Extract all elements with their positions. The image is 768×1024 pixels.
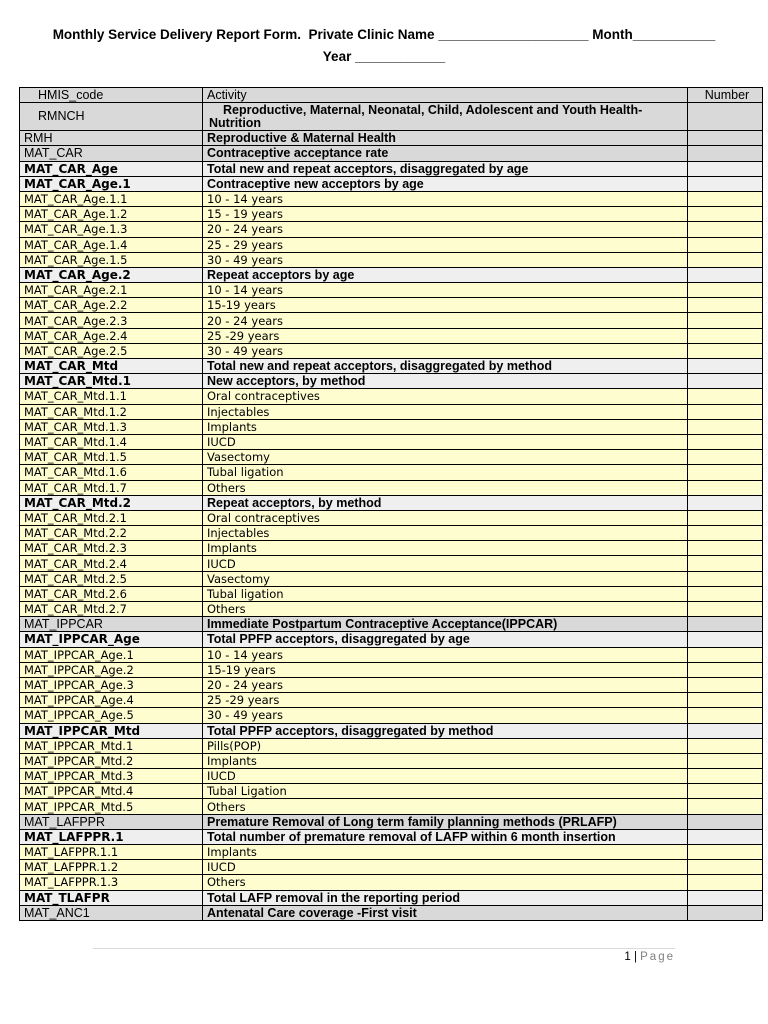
hmis-code-cell: MAT_LAFPPR.1.3 <box>20 875 203 890</box>
hmis-code-cell: RMNCH <box>20 103 203 131</box>
number-input-cell[interactable] <box>688 753 763 768</box>
number-input-cell[interactable] <box>688 176 763 191</box>
hmis-code-cell: MAT_CAR_Mtd.2.6 <box>20 586 203 601</box>
number-input-cell[interactable] <box>688 556 763 571</box>
activity-cell: Oral contraceptives <box>203 510 688 525</box>
activity-cell: 10 - 14 years <box>203 647 688 662</box>
number-input-cell[interactable] <box>688 708 763 723</box>
page-footer <box>624 951 675 963</box>
table-row <box>20 389 763 404</box>
table-row <box>20 313 763 328</box>
hmis-code-cell: MAT_CAR_Mtd.1 <box>20 374 203 389</box>
number-input-cell[interactable] <box>688 359 763 374</box>
table-row <box>20 434 763 449</box>
number-input-cell[interactable] <box>688 845 763 860</box>
number-input-cell[interactable] <box>688 662 763 677</box>
activity-cell: Total PPFP acceptors, disaggregated by age <box>203 632 688 647</box>
number-input-cell[interactable] <box>688 343 763 358</box>
table-row <box>20 510 763 525</box>
activity-cell: 30 - 49 years <box>203 708 688 723</box>
number-input-cell[interactable] <box>688 617 763 632</box>
number-input-cell[interactable] <box>688 191 763 206</box>
number-input-cell[interactable] <box>688 252 763 267</box>
number-input-cell[interactable] <box>688 480 763 495</box>
table-row <box>20 374 763 389</box>
table-row <box>20 267 763 282</box>
activity-cell: 30 - 49 years <box>203 343 688 358</box>
hmis-code-cell: MAT_IPPCAR_Mtd.5 <box>20 799 203 814</box>
activity-cell: Total new and repeat acceptors, disaggregated by method <box>203 359 688 374</box>
number-input-cell[interactable] <box>688 799 763 814</box>
table-row <box>20 829 763 844</box>
activity-cell: Others <box>203 602 688 617</box>
hmis-code-cell: MAT_IPPCAR_Mtd.2 <box>20 753 203 768</box>
number-input-cell[interactable] <box>688 146 763 161</box>
activity-cell: Tubal ligation <box>203 586 688 601</box>
number-input-cell[interactable] <box>688 526 763 541</box>
activity-cell: Implants <box>203 845 688 860</box>
number-input-cell[interactable] <box>688 586 763 601</box>
hmis-code-cell: MAT_IPPCAR_Mtd.4 <box>20 784 203 799</box>
activity-cell: Others <box>203 799 688 814</box>
hmis-code-cell: RMH <box>20 131 203 146</box>
number-input-cell[interactable] <box>688 207 763 222</box>
hmis-code-cell: MAT_IPPCAR_Age.2 <box>20 662 203 677</box>
activity-cell: 20 - 24 years <box>203 677 688 692</box>
activity-cell: Total number of premature removal of LAFP within 6 month insertion <box>203 829 688 844</box>
table-row <box>20 541 763 556</box>
table-row <box>20 677 763 692</box>
activity-cell: Total new and repeat acceptors, disaggregated by age <box>203 161 688 176</box>
table-row <box>20 738 763 753</box>
activity-cell: Reproductive & Maternal Health <box>203 131 688 146</box>
hmis-code-cell: MAT_LAFPPR.1.1 <box>20 845 203 860</box>
activity-cell: Antenatal Care coverage -First visit <box>203 905 688 920</box>
number-input-cell[interactable] <box>688 875 763 890</box>
number-input-cell[interactable] <box>688 450 763 465</box>
hmis-code-cell: MAT_CAR_Age.1.5 <box>20 252 203 267</box>
number-input-cell[interactable] <box>688 313 763 328</box>
table-row <box>20 207 763 222</box>
activity-cell: 30 - 49 years <box>203 252 688 267</box>
number-input-cell[interactable] <box>688 161 763 176</box>
table-row <box>20 404 763 419</box>
hmis-code-cell: MAT_IPPCAR_Mtd <box>20 723 203 738</box>
form-title-line-2: Year ____________ <box>322 49 446 64</box>
hmis-code-cell: MAT_LAFPPR <box>20 814 203 829</box>
number-input-cell[interactable] <box>688 389 763 404</box>
hmis-code-cell: MAT_CAR_Mtd.2.4 <box>20 556 203 571</box>
table-row <box>20 480 763 495</box>
table-row <box>20 237 763 252</box>
hmis-code-cell: MAT_CAR_Age.2.1 <box>20 283 203 298</box>
table-row <box>20 343 763 358</box>
number-input-cell[interactable] <box>688 510 763 525</box>
hmis-code-cell: MAT_CAR_Age.1.1 <box>20 191 203 206</box>
number-input-cell[interactable] <box>688 632 763 647</box>
report-table <box>19 87 763 921</box>
page-number: 1 <box>624 951 631 963</box>
activity-cell: New acceptors, by method <box>203 374 688 389</box>
hmis-code-cell: MAT_IPPCAR_Age.3 <box>20 677 203 692</box>
table-row <box>20 176 763 191</box>
hmis-code-cell: MAT_IPPCAR_Age.5 <box>20 708 203 723</box>
table-row <box>20 526 763 541</box>
hmis-code-cell: MAT_CAR_Age <box>20 161 203 176</box>
table-row <box>20 450 763 465</box>
table-row <box>20 359 763 374</box>
hmis-code-cell: MAT_CAR_Mtd.1.1 <box>20 389 203 404</box>
number-input-cell[interactable] <box>688 905 763 920</box>
activity-cell: Tubal Ligation <box>203 784 688 799</box>
hmis-code-cell: MAT_CAR_Age.2.3 <box>20 313 203 328</box>
activity-cell: Implants <box>203 753 688 768</box>
number-input-cell[interactable] <box>688 328 763 343</box>
hmis-code-cell: MAT_TLAFPR <box>20 890 203 905</box>
hmis-code-cell: MAT_CAR_Age.2.5 <box>20 343 203 358</box>
activity-cell: Premature Removal of Long term family planning methods (PRLAFP) <box>203 814 688 829</box>
table-row <box>20 571 763 586</box>
number-input-cell[interactable] <box>688 677 763 692</box>
hmis-code-cell: MAT_CAR_Mtd.2.2 <box>20 526 203 541</box>
hmis-code-cell: MAT_CAR_Mtd.1.2 <box>20 404 203 419</box>
activity-cell: 10 - 14 years <box>203 283 688 298</box>
activity-cell: Oral contraceptives <box>203 389 688 404</box>
hmis-code-cell: MAT_CAR_Mtd.1.7 <box>20 480 203 495</box>
hmis-code-cell: MAT_CAR_Mtd.2.3 <box>20 541 203 556</box>
activity-cell: Vasectomy <box>203 450 688 465</box>
activity-cell: Others <box>203 875 688 890</box>
table-row <box>20 845 763 860</box>
table-row <box>20 708 763 723</box>
number-input-cell[interactable] <box>688 131 763 146</box>
number-input-cell[interactable] <box>688 571 763 586</box>
number-input-cell[interactable] <box>688 465 763 480</box>
hmis-code-cell: MAT_CAR_Mtd.1.4 <box>20 434 203 449</box>
table-row <box>20 222 763 237</box>
table-row <box>20 769 763 784</box>
table-row <box>20 161 763 176</box>
hmis-code-cell: MAT_CAR_Mtd <box>20 359 203 374</box>
table-row <box>20 146 763 161</box>
number-input-cell[interactable] <box>688 860 763 875</box>
hmis-code-cell: MAT_IPPCAR_Mtd.3 <box>20 769 203 784</box>
activity-cell: 15 - 19 years <box>203 207 688 222</box>
hmis-code-cell: MAT_IPPCAR_Age.1 <box>20 647 203 662</box>
table-row <box>20 662 763 677</box>
table-row <box>20 252 763 267</box>
number-input-cell[interactable] <box>688 404 763 419</box>
number-input-cell[interactable] <box>688 374 763 389</box>
activity-cell: Repeat acceptors by age <box>203 267 688 282</box>
activity-cell: IUCD <box>203 769 688 784</box>
hmis-code-cell: MAT_IPPCAR_Mtd.1 <box>20 738 203 753</box>
hmis-code-cell: MAT_CAR_Age.2 <box>20 267 203 282</box>
activity-cell: Pills(POP) <box>203 738 688 753</box>
number-input-cell[interactable] <box>688 495 763 510</box>
activity-cell: Repeat acceptors, by method <box>203 495 688 510</box>
hmis-code-cell: MAT_CAR_Mtd.1.5 <box>20 450 203 465</box>
activity-cell: Contraceptive new acceptors by age <box>203 176 688 191</box>
hmis-code-cell: MAT_CAR_Age.1 <box>20 176 203 191</box>
hmis-code-cell: MAT_CAR_Mtd.1.6 <box>20 465 203 480</box>
table-row <box>20 465 763 480</box>
activity-cell: 25 -29 years <box>203 328 688 343</box>
number-input-cell[interactable] <box>688 283 763 298</box>
hmis-code-cell: MAT_CAR_Mtd.1.3 <box>20 419 203 434</box>
activity-cell: IUCD <box>203 556 688 571</box>
number-input-cell[interactable] <box>688 890 763 905</box>
table-row <box>20 632 763 647</box>
footer-divider <box>93 948 675 949</box>
table-row <box>20 617 763 632</box>
hmis-code-cell: MAT_CAR <box>20 146 203 161</box>
page-separator: | <box>633 951 637 963</box>
table-row <box>20 586 763 601</box>
table-row <box>20 799 763 814</box>
table-body <box>20 103 763 921</box>
hmis-code-cell: MAT_CAR_Mtd.2.1 <box>20 510 203 525</box>
activity-cell: Total LAFP removal in the reporting period <box>203 890 688 905</box>
number-input-cell[interactable] <box>688 602 763 617</box>
hmis-code-cell: MAT_CAR_Age.2.4 <box>20 328 203 343</box>
table-row <box>20 890 763 905</box>
activity-cell: Injectables <box>203 404 688 419</box>
activity-cell: Implants <box>203 541 688 556</box>
number-input-cell[interactable] <box>688 267 763 282</box>
table-row <box>20 298 763 313</box>
activity-cell: Injectables <box>203 526 688 541</box>
activity-cell: 20 - 24 years <box>203 313 688 328</box>
activity-cell: Tubal ligation <box>203 465 688 480</box>
activity-cell: 10 - 14 years <box>203 191 688 206</box>
hmis-code-cell: MAT_LAFPPR.1.2 <box>20 860 203 875</box>
table-row <box>20 419 763 434</box>
table-row <box>20 875 763 890</box>
column-header-number: Number <box>688 88 763 103</box>
hmis-code-cell: MAT_LAFPPR.1 <box>20 829 203 844</box>
hmis-code-cell: MAT_CAR_Age.2.2 <box>20 298 203 313</box>
hmis-code-cell: MAT_CAR_Age.1.3 <box>20 222 203 237</box>
table-row <box>20 753 763 768</box>
hmis-code-cell: MAT_IPPCAR <box>20 617 203 632</box>
table-row <box>20 328 763 343</box>
activity-cell: Reproductive, Maternal, Neonatal, Child, Adolescent and Youth Health-Nutrition <box>203 103 688 131</box>
form-title-line-1: Monthly Service Delivery Report Form. Private Clinic Name ____________________ Month___________ <box>52 27 716 42</box>
hmis-code-cell: MAT_CAR_Mtd.2 <box>20 495 203 510</box>
number-input-cell[interactable] <box>688 769 763 784</box>
activity-cell: 15-19 years <box>203 298 688 313</box>
table-row <box>20 283 763 298</box>
hmis-code-cell: MAT_ANC1 <box>20 905 203 920</box>
number-input-cell[interactable] <box>688 693 763 708</box>
hmis-code-cell: MAT_IPPCAR_Age.4 <box>20 693 203 708</box>
table-row <box>20 131 763 146</box>
number-input-cell[interactable] <box>688 103 763 131</box>
number-input-cell[interactable] <box>688 222 763 237</box>
hmis-code-cell: MAT_CAR_Age.1.2 <box>20 207 203 222</box>
page-label: Page <box>640 951 675 963</box>
activity-cell: Contraceptive acceptance rate <box>203 146 688 161</box>
hmis-code-cell: MAT_IPPCAR_Age <box>20 632 203 647</box>
number-input-cell[interactable] <box>688 738 763 753</box>
table-row <box>20 556 763 571</box>
activity-cell: IUCD <box>203 434 688 449</box>
number-input-cell[interactable] <box>688 419 763 434</box>
table-row <box>20 103 763 131</box>
hmis-code-cell: MAT_CAR_Mtd.2.7 <box>20 602 203 617</box>
activity-cell: Total PPFP acceptors, disaggregated by method <box>203 723 688 738</box>
table-row <box>20 495 763 510</box>
table-row <box>20 814 763 829</box>
table-row <box>20 693 763 708</box>
activity-cell: IUCD <box>203 860 688 875</box>
table-row <box>20 784 763 799</box>
number-input-cell[interactable] <box>688 434 763 449</box>
activity-cell: 20 - 24 years <box>203 222 688 237</box>
form-title <box>0 24 768 68</box>
column-header-hmis-code: HMIS_code <box>20 88 203 103</box>
table-row <box>20 860 763 875</box>
hmis-code-cell: MAT_CAR_Mtd.2.5 <box>20 571 203 586</box>
activity-cell: 25 -29 years <box>203 693 688 708</box>
activity-cell: Vasectomy <box>203 571 688 586</box>
number-input-cell[interactable] <box>688 298 763 313</box>
number-input-cell[interactable] <box>688 829 763 844</box>
number-input-cell[interactable] <box>688 784 763 799</box>
number-input-cell[interactable] <box>688 814 763 829</box>
table-row <box>20 191 763 206</box>
table-row <box>20 723 763 738</box>
table-row <box>20 602 763 617</box>
number-input-cell[interactable] <box>688 647 763 662</box>
hmis-code-cell: MAT_CAR_Age.1.4 <box>20 237 203 252</box>
number-input-cell[interactable] <box>688 237 763 252</box>
column-header-activity: Activity <box>203 88 688 103</box>
number-input-cell[interactable] <box>688 723 763 738</box>
table-header-row <box>20 88 763 103</box>
activity-cell: 15-19 years <box>203 662 688 677</box>
activity-cell: Implants <box>203 419 688 434</box>
table-row <box>20 905 763 920</box>
table-row <box>20 647 763 662</box>
activity-cell: Immediate Postpartum Contraceptive Acceptance(IPPCAR) <box>203 617 688 632</box>
activity-cell: 25 - 29 years <box>203 237 688 252</box>
activity-cell: Others <box>203 480 688 495</box>
number-input-cell[interactable] <box>688 541 763 556</box>
